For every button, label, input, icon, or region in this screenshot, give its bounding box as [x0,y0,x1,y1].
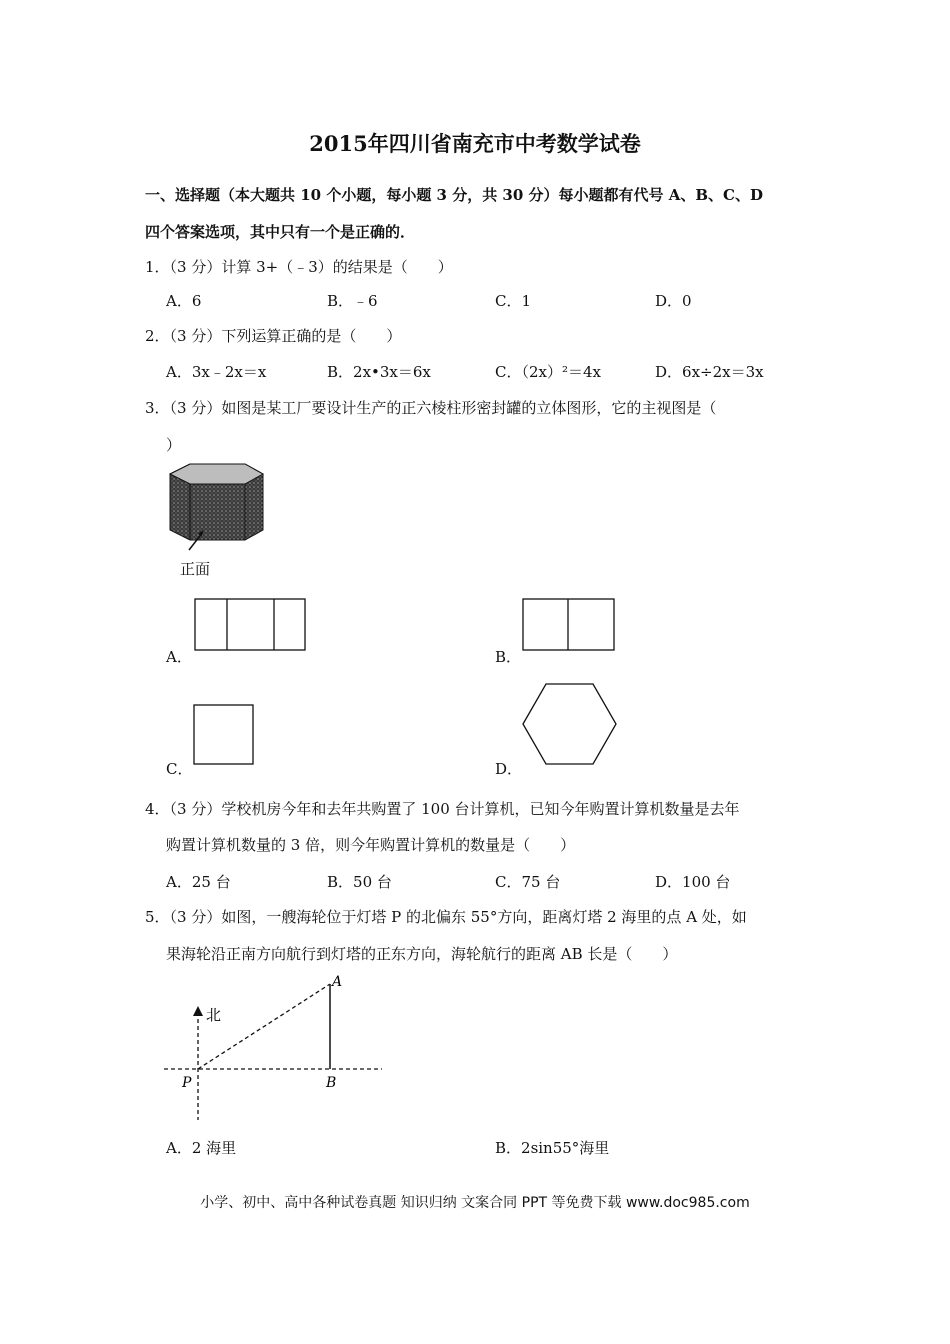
section-heading-line2: 四个答案选项，其中只有一个是正确的． [145,223,416,241]
q1-option-d: D．0 [655,292,692,310]
q3-option-d-figure [522,683,618,765]
q3-option-c: C． [166,760,193,778]
point-p-label: P [182,1075,192,1091]
q2-option-b: B．2x•3x＝6x [327,363,431,381]
q3-option-b: B． [495,648,522,666]
q3-option-a-figure [194,598,306,652]
q3-option-d: D． [495,760,523,778]
q2-option-c: C．（2x）²＝4x [495,363,601,381]
q1-option-a: A．6 [166,292,202,310]
front-view-label: 正面 [180,560,211,578]
lighthouse-bearing-figure [160,968,385,1123]
q2-option-d: D．6x÷2x＝3x [655,363,764,381]
question-5-stem-line2: 果海轮沿正南方向航行到灯塔的正东方向，海轮航行的距离 AB 长是（ ） [166,945,678,963]
north-label: 北 [206,1006,222,1024]
question-3-stem-line1: 3．（3 分）如图是某工厂要设计生产的正六棱柱形密封罐的立体图形，它的主视图是（ [145,399,717,417]
point-b-label: B [326,1075,337,1091]
question-1-stem: 1．（3 分）计算 3+（﹣3）的结果是（ ） [145,258,453,276]
question-2-stem: 2．（3 分）下列运算正确的是（ ） [145,327,402,345]
footer-note: 小学、初中、高中各种试卷真题 知识归纳 文案合同 PPT 等免费下载 www.doc985.com [200,1195,750,1211]
q3-option-a: A． [166,648,192,666]
q4-option-a: A．25 台 [166,873,231,891]
q1-option-c: C．1 [495,292,532,310]
question-4-stem-line2: 购置计算机数量的 3 倍，则今年购置计算机的数量是（ ） [166,836,576,854]
q2-option-a: A．3x﹣2x＝x [166,363,267,381]
q5-option-a: A．2 海里 [166,1139,237,1157]
section-heading-line1: 一、选择题（本大题共 10 个小题，每小题 3 分，共 30 分）每小题都有代号 A、B、C、D [145,186,764,204]
point-a-label: A [332,974,343,990]
q3-option-b-figure [522,598,616,652]
q5-option-b: B．2sin55°海里 [495,1139,610,1157]
q4-option-b: B．50 台 [327,873,392,891]
question-3-stem-line2: ） [166,436,182,454]
q4-option-d: D．100 台 [655,873,731,891]
question-5-stem-line1: 5．（3 分）如图，一艘海轮位于灯塔 P 的北偏东 55°方向，距离灯塔 2 海里的点 A 处，如 [145,908,747,926]
q1-option-b: B．﹣6 [327,292,378,310]
page-title: 2015年四川省南充市中考数学试卷 [309,131,641,156]
q3-option-c-figure [193,704,255,766]
q4-option-c: C．75 台 [495,873,561,891]
question-4-stem-line1: 4．（3 分）学校机房今年和去年共购置了 100 台计算机，已知今年购置计算机数量是去年 [145,800,740,818]
